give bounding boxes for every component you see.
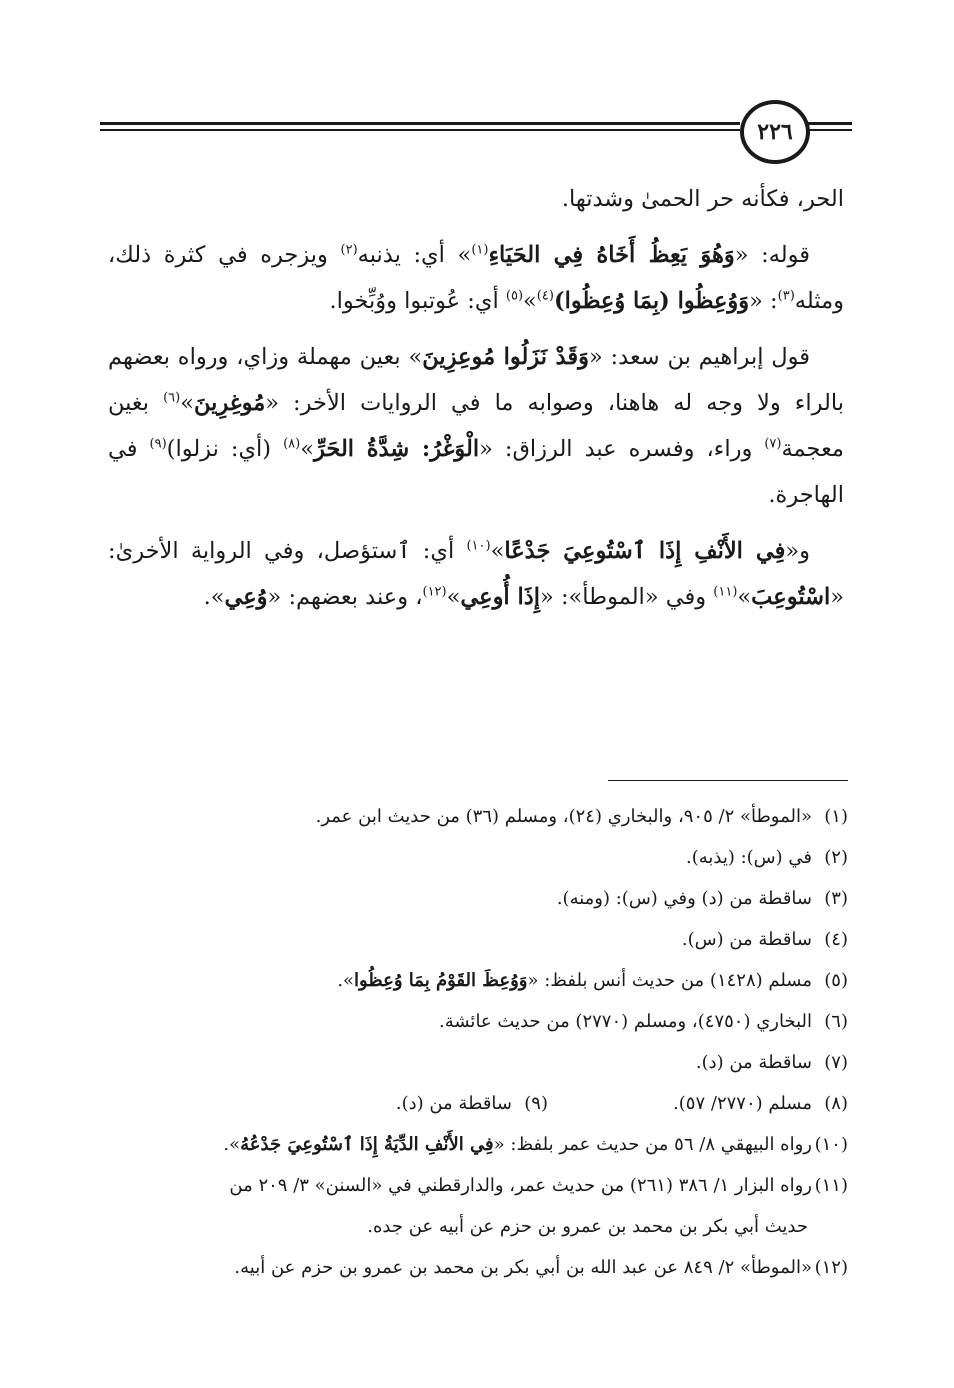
footnote-ref[interactable]: (١١) (713, 584, 738, 600)
text: » (180, 390, 194, 416)
main-text (108, 176, 844, 630)
footnote-ref[interactable]: (٤) (536, 288, 554, 304)
text: وفي «الموطأ»: « (540, 584, 714, 610)
footnote-text-continued: حديث أبي بكر بن محمد بن عمرو بن حزم عن أبيه عن جده. (367, 1216, 808, 1237)
footnote-ref[interactable]: (١) (471, 242, 489, 258)
page-header (100, 100, 852, 162)
paragraph (108, 528, 844, 620)
footnote-ref[interactable]: (٥) (505, 288, 524, 304)
footnote (102, 1124, 848, 1165)
footnote-ref[interactable]: (٢) (340, 242, 358, 258)
quote: وُعِي (224, 584, 268, 610)
quote: وَوُعِظُوا (بِمَا وُعِظُوا) (553, 288, 750, 314)
footnote-number: (١) (824, 806, 848, 827)
footnote-separator (608, 780, 848, 781)
footnote-number: (١٠) (814, 1134, 848, 1155)
footnote-quote: وَوُعِظَ القَوْمُ بِمَا وُعِظُوا (354, 970, 528, 991)
text: قوله: « (734, 242, 811, 268)
footnote-text: ». (337, 970, 355, 991)
footnote-ref[interactable]: (٩) (149, 436, 167, 452)
quote: وَهُوَ يَعِظُ أَخَاهُ فِي الحَيَاءِ (488, 242, 735, 268)
text: قول إبراهيم بن سعد: « (588, 344, 811, 370)
footnote-number: (٨) (824, 1093, 848, 1114)
text: بغين معجمة (108, 390, 844, 462)
footnote (102, 1001, 848, 1042)
quote: إِذَا أُوعِي (460, 584, 541, 610)
footnote (102, 1042, 848, 1083)
text: ». (203, 584, 225, 610)
text: » (523, 288, 537, 314)
footnote-ref[interactable]: (٣) (777, 288, 795, 304)
text: ويزجره في كثرة ذلك، ومثله (108, 242, 844, 314)
footnote-ref[interactable]: (٨) (283, 436, 301, 452)
footnote (102, 878, 848, 919)
header-rule (808, 129, 852, 131)
footnote-quote: فِي الأَنْفِ الدِّيَةُ إِذَا ٱسْتُوعِيَ جَدْعُهُ (240, 1134, 494, 1155)
footnotes (102, 796, 848, 1288)
quote: اسْتُوعِبَ (751, 584, 831, 610)
footnote-number: (٧) (824, 1052, 848, 1073)
footnote-number: (٦) (824, 1011, 848, 1032)
text: » (300, 436, 315, 462)
footnote-text: «الموطأ» ٢/ ٨٤٩ عن عبد الله بن أبي بكر بن محمد بن عمرو بن حزم عن أبيه. (234, 1257, 812, 1278)
footnote-text: ساقطة من (س). (681, 929, 812, 950)
footnote-text: ساقطة من (د). (695, 1052, 812, 1073)
text: » (737, 584, 752, 610)
footnote (548, 1083, 848, 1124)
paragraph (108, 232, 844, 324)
footnote-ref[interactable]: (٧) (764, 436, 782, 452)
quote: مُوغِرِينَ (194, 390, 266, 416)
footnote-number: (٣) (824, 888, 848, 909)
text: و« (785, 538, 810, 564)
text: في الهاجرة. (108, 436, 844, 508)
footnote-ref[interactable]: (٦) (163, 390, 181, 406)
text: أي: ٱستؤصل، وفي الرواية الأخرىٰ: « (108, 538, 844, 610)
text: وراء، وفسره عبد الرزاق: « (479, 436, 765, 462)
footnote (102, 919, 848, 960)
paragraph (108, 176, 844, 222)
footnote-text: البخاري (٤٧٥٠)، ومسلم (٢٧٧٠) من حديث عائشة. (439, 1011, 812, 1032)
footnote-ref[interactable]: (١٠) (466, 538, 491, 554)
footnote-text: مسلم (٢٧٧٠/ ٥٧). (673, 1093, 812, 1114)
quote: الْوَغْرُ: شِدَّةُ الحَرِّ (314, 436, 480, 462)
footnote (102, 1247, 848, 1288)
footnote-number: (٤) (824, 929, 848, 950)
footnote (248, 1083, 548, 1124)
footnote-text: «الموطأ» ٢/ ٩٠٥، والبخاري (٢٤)، ومسلم (٣٦) من حديث ابن عمر. (315, 806, 812, 827)
footnote-row (102, 1083, 848, 1124)
text: » بعين مهملة وزاي، ورواه بعضهم بالراء ولا وجه له هاهنا، وصوابه ما في الروايات الأخر: « (108, 344, 845, 416)
footnote-text: مسلم (١٤٢٨) من حديث أنس بلفظ: « (527, 970, 812, 991)
footnote-text: رواه البيهقي ٨/ ٥٦ من حديث عمر بلفظ: « (493, 1134, 812, 1155)
footnote-text: ساقطة من (د) وفي (س): (ومنه). (556, 888, 812, 909)
header-rule (100, 129, 740, 131)
text: أي: عُوتبوا ووُبِّخوا. (329, 288, 506, 314)
header-rule (808, 122, 852, 125)
quote: وَقَدْ نَزَلُوا مُوعِزِينَ (422, 344, 589, 370)
footnote (102, 837, 848, 878)
text: (أي: نزلوا) (166, 436, 284, 462)
footnote-number: (١١) (814, 1175, 848, 1196)
page-number: ٢٢٦ (740, 100, 810, 164)
footnote-text: رواه البزار ١/ ٣٨٦ (٢٦١) من حديث عمر، والدارقطني في «السنن» ٣/ ٢٠٩ من (229, 1175, 812, 1196)
paragraph-text: الحر، فكأنه حر الحمىٰ وشدتها. (561, 186, 844, 212)
footnote-ref[interactable]: (١٢) (422, 584, 447, 600)
text: ، وعند بعضهم: « (267, 584, 423, 610)
footnote (102, 796, 848, 837)
paragraph (108, 334, 844, 518)
quote: فِي الأَنْفِ إِذَا ٱسْتُوعِيَ جَدْعًا (504, 538, 786, 564)
text: » (490, 538, 505, 564)
footnote-text: ساقطة من (د). (395, 1093, 512, 1114)
text: » أي: يذنبه (357, 242, 472, 268)
footnote (102, 1165, 848, 1247)
header-rule (100, 122, 740, 125)
footnote-text: في (س): (يذبه). (685, 847, 812, 868)
footnote-number: (٥) (824, 970, 848, 991)
text: : « (749, 288, 778, 314)
footnote-text: ». (223, 1134, 241, 1155)
footnote-number: (٩) (524, 1093, 548, 1114)
footnote-number: (٢) (824, 847, 848, 868)
footnote (102, 960, 848, 1001)
footnote-number: (١٢) (814, 1257, 848, 1278)
text: » (446, 584, 461, 610)
